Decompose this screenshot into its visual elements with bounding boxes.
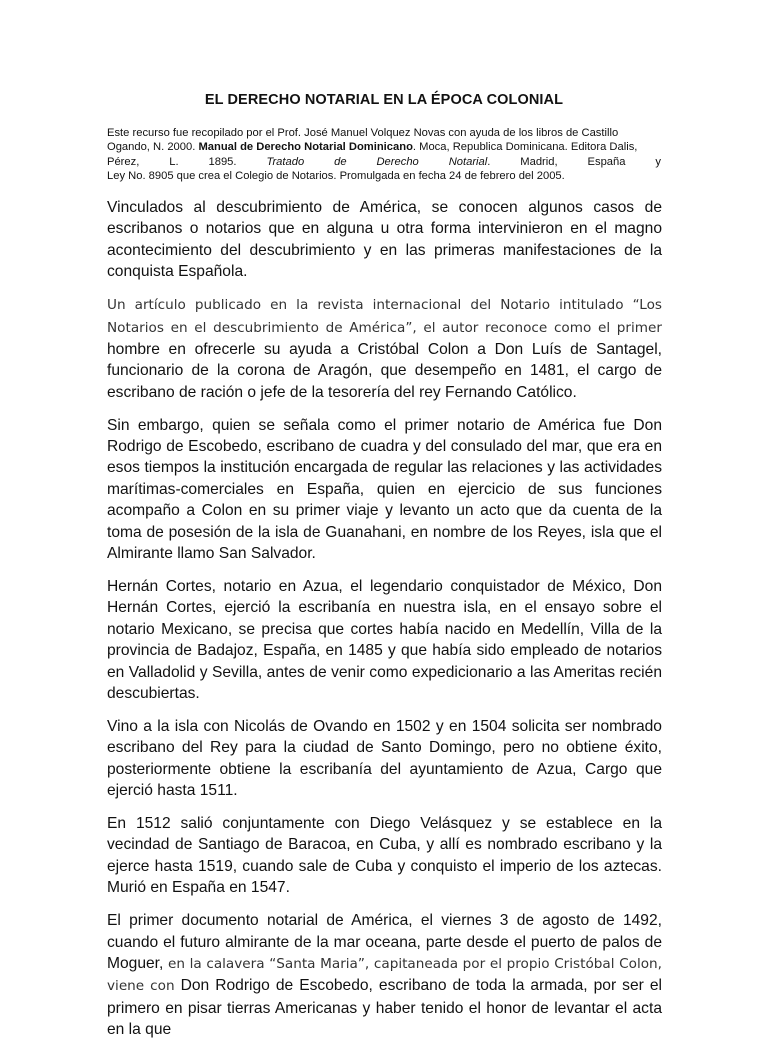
reference-line-1 [107, 126, 661, 155]
paragraph-7-alt-font: en la calavera “Santa Maria”, capitaneada por el propio Cristóbal Colon, viene con [107, 956, 662, 995]
document-title: EL DERECHO NOTARIAL EN LA ÉPOCA COLONIAL [204, 92, 564, 108]
document-body [107, 197, 662, 1052]
reference-line-3 [107, 155, 661, 169]
reference-note [107, 126, 661, 184]
paragraph-7-start: El primer documento notarial de América, el viernes 3 de agosto de 1492, cuando el futuro almirante de la mar oceana, parte desde el puerto de palos de Moguer, [107, 912, 662, 972]
paragraph-2-rest: hombre en ofrecerle su ayuda a Cristóbal Colon a Don Luís de Santagel, funcionario de la corona de Aragón, que desempeño en 1481, el cargo de escribano de ración o jefe de la tesorería del rey Fernando Católico. [107, 340, 662, 401]
paragraph-3: Sin embargo, quien se señala como el primer notario de América fue Don Rodrigo de Escobedo, escribano de cuadra y del consulado del mar, que era en esos tiempos la institución encargada de regular las relaciones y las actividades marítimas-comerciales en España, quien en ejercicio de sus funciones acompaño a Colon en su primer viaje y levanto un acto que da cuenta de la toma de posesión de la isla de Guanahani, en nombre de los Reyes, isla que el Almirante llamo San Salvador. [107, 416, 662, 563]
paragraph-6: En 1512 salió conjuntamente con Diego Velásquez y se establece en la vecindad de Santiago de Baracoa, en Cuba, y allí es nombrado escribano y la ejerce hasta 1519, cuando sale de Cuba y conquisto el imperio de los aztecas. Murió en España en 1547. [107, 815, 662, 897]
reference-line-4: Ley No. 8905 que crea el Colegio de Notarios. Promulgada en fecha 24 de febrero del 2005. [107, 170, 565, 183]
paragraph-4: Hernán Cortes, notario en Azua, el legendario conquistador de México, Don Hernán Cortes, ejerció la escribanía en nuestra isla, en el ensayo sobre el notario Mexicano, se precisa que cortes había nacido en Medellín, Villa de la provincia de Badajoz, España, en 1485 y que había sido empleado de notarios en Valladolid y Sevilla, antes de venir como expedicionario a las Ameritas recién descubiertas. [107, 578, 662, 703]
reference-text-1: Este recurso fue recopilado por el Prof. José Manuel Volquez Novas con ayuda de los libros de Castillo Ogando, N. 2000. [107, 127, 619, 154]
paragraph-1: Vinculados al descubrimiento de América, se conocen algunos casos de escribanos o notarios que en alguna u otra forma intervinieron en el magno acontecimiento del descubrimiento y en las primeras manifestaciones de la conquista Española. [107, 199, 662, 281]
reference-text-3: Pérez, L. 1895. [107, 155, 267, 168]
reference-text-4: . Madrid, España y [487, 155, 661, 168]
reference-book-title-1: Manual de Derecho Notarial Dominicano [198, 141, 413, 154]
paragraph-5: Vino a la isla con Nicolás de Ovando en 1502 y en 1504 solicita ser nombrado escribano del Rey para la ciudad de Santo Domingo, pero no obtiene éxito, posteriormente obtiene la escribanía del ayuntamiento de Azua, Cargo que ejerció hasta 1511. [107, 717, 662, 800]
paragraph-7-end: Don Rodrigo de Escobedo, escribano de toda la armada, por ser el primero en pisar tierras Americanas y haber tenido el honor de levantar el acta en la que [107, 977, 662, 1039]
paragraph-7 [107, 910, 662, 1040]
paragraph-2-alt-font: Un artículo publicado en la revista internacional del Notario intitulado “Los Notarios en el descubrimiento de América”, el autor reconoce como el primer [107, 297, 662, 336]
paragraph-2 [107, 294, 662, 403]
reference-book-title-2: Tratado de Derecho Notarial [266, 155, 488, 168]
reference-text-2: . Moca, Republica Dominicana. Editora Dalis, [412, 141, 638, 154]
